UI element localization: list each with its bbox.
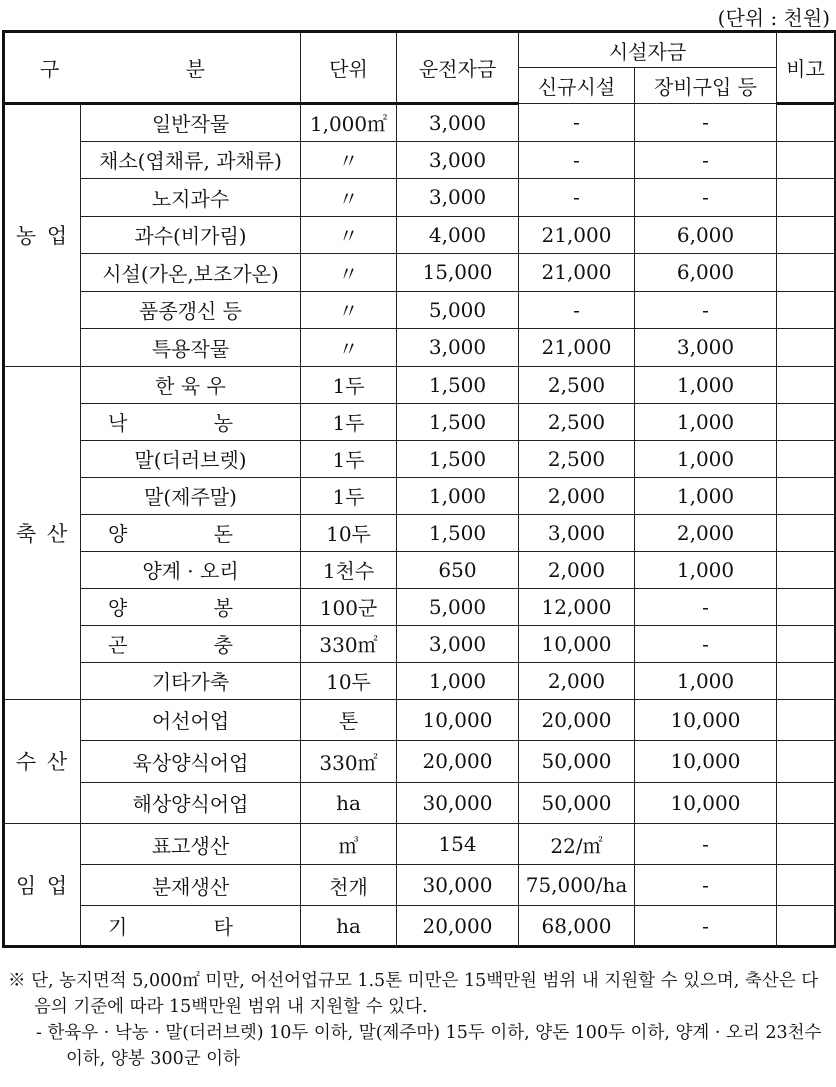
remarks-cell xyxy=(777,782,836,824)
operating-cell: 20,000 xyxy=(397,906,519,947)
operating-cell: 10,000 xyxy=(397,699,519,741)
item-cell: 채소(엽채류, 과채류) xyxy=(81,141,301,179)
table-row xyxy=(4,291,836,329)
item-cell: 말(제주말) xyxy=(81,477,301,514)
table-row xyxy=(4,329,836,367)
new-facility-cell: 2,000 xyxy=(519,662,635,699)
unit-cell: 1두 xyxy=(301,403,397,440)
unit-cell: 〃 xyxy=(301,291,397,329)
unit-cell: 〃 xyxy=(301,141,397,179)
operating-cell: 650 xyxy=(397,551,519,588)
equipment-cell: - xyxy=(635,625,777,662)
item-cell: 말(더러브렛) xyxy=(81,440,301,477)
remarks-cell xyxy=(777,366,836,403)
table-row xyxy=(4,782,836,824)
table-row xyxy=(4,104,836,142)
operating-cell: 1,500 xyxy=(397,440,519,477)
table-row xyxy=(4,824,836,865)
new-facility-cell: 21,000 xyxy=(519,254,635,292)
item-cell: 분재생산 xyxy=(81,865,301,906)
equipment-cell: 10,000 xyxy=(635,741,777,783)
remarks-cell xyxy=(777,625,836,662)
item-cell: 시설(가온,보조가온) xyxy=(81,254,301,292)
table-row xyxy=(4,403,836,440)
equipment-cell: 3,000 xyxy=(635,329,777,367)
new-facility-cell: 2,500 xyxy=(519,366,635,403)
new-facility-cell: 22/㎡ xyxy=(519,824,635,865)
item-cell: 기타가축 xyxy=(81,662,301,699)
operating-cell: 3,000 xyxy=(397,179,519,217)
new-facility-cell: 3,000 xyxy=(519,514,635,551)
equipment-cell: - xyxy=(635,865,777,906)
equipment-cell: 10,000 xyxy=(635,699,777,741)
unit-cell: ha xyxy=(301,906,397,947)
header-new-facility: 신규시설 xyxy=(519,68,635,104)
operating-cell: 30,000 xyxy=(397,865,519,906)
operating-cell: 20,000 xyxy=(397,741,519,783)
remarks-cell xyxy=(777,329,836,367)
new-facility-cell: 68,000 xyxy=(519,906,635,947)
equipment-cell: 2,000 xyxy=(635,514,777,551)
new-facility-cell: - xyxy=(519,291,635,329)
remarks-cell xyxy=(777,662,836,699)
new-facility-cell: 21,000 xyxy=(519,329,635,367)
new-facility-cell: 2,500 xyxy=(519,440,635,477)
table-row xyxy=(4,440,836,477)
item-cell: 어선어업 xyxy=(81,699,301,741)
remarks-cell xyxy=(777,141,836,179)
unit-cell: ㎥ xyxy=(301,824,397,865)
table-row xyxy=(4,906,836,947)
unit-cell: 1두 xyxy=(301,366,397,403)
note-2: - 한육우 · 낙농 · 말(더러브렛) 10두 이하, 말(제주마) 15두 이하, 양돈 100두 이하, 양계 · 오리 23천수 이하, 양봉 300군 이하 xyxy=(36,1023,822,1069)
operating-cell: 3,000 xyxy=(397,329,519,367)
remarks-cell xyxy=(777,216,836,254)
table-row xyxy=(4,254,836,292)
unit-cell: 〃 xyxy=(301,216,397,254)
unit-cell: ha xyxy=(301,782,397,824)
section-name: 농 업 xyxy=(4,104,81,367)
equipment-cell: 1,000 xyxy=(635,366,777,403)
table-row xyxy=(4,477,836,514)
header-category: 구 분 xyxy=(4,32,301,104)
new-facility-cell: 20,000 xyxy=(519,699,635,741)
operating-cell: 3,000 xyxy=(397,625,519,662)
table-row xyxy=(4,699,836,741)
unit-cell: 10두 xyxy=(301,514,397,551)
unit-cell: 〃 xyxy=(301,179,397,217)
unit-cell: 100군 xyxy=(301,588,397,625)
operating-cell: 1,500 xyxy=(397,514,519,551)
new-facility-cell: 50,000 xyxy=(519,741,635,783)
item-cell: 일반작물 xyxy=(81,104,301,142)
item-cell: 곤 충 xyxy=(81,625,301,662)
equipment-cell: - xyxy=(635,906,777,947)
operating-cell: 5,000 xyxy=(397,291,519,329)
header-equipment: 장비구입 등 xyxy=(635,68,777,104)
item-cell: 노지과수 xyxy=(81,179,301,217)
notes xyxy=(4,968,832,1072)
remarks-cell xyxy=(777,179,836,217)
operating-cell: 5,000 xyxy=(397,588,519,625)
remarks-cell xyxy=(777,440,836,477)
item-cell: 표고생산 xyxy=(81,824,301,865)
operating-cell: 1,000 xyxy=(397,477,519,514)
operating-cell: 15,000 xyxy=(397,254,519,292)
section-name: 임 업 xyxy=(4,824,81,947)
operating-cell: 3,000 xyxy=(397,141,519,179)
new-facility-cell: 50,000 xyxy=(519,782,635,824)
table-row xyxy=(4,216,836,254)
equipment-cell: 1,000 xyxy=(635,440,777,477)
table-row xyxy=(4,179,836,217)
operating-cell: 4,000 xyxy=(397,216,519,254)
unit-label: (단위 : 천원) xyxy=(717,6,830,30)
equipment-cell: - xyxy=(635,588,777,625)
unit-cell: 330㎡ xyxy=(301,741,397,783)
new-facility-cell: 21,000 xyxy=(519,216,635,254)
new-facility-cell: 12,000 xyxy=(519,588,635,625)
item-cell: 양계 · 오리 xyxy=(81,551,301,588)
new-facility-cell: 2,500 xyxy=(519,403,635,440)
section-name: 수 산 xyxy=(4,699,81,824)
equipment-cell: 6,000 xyxy=(635,216,777,254)
remarks-cell xyxy=(777,254,836,292)
new-facility-cell: - xyxy=(519,104,635,142)
equipment-cell: - xyxy=(635,824,777,865)
table-row xyxy=(4,662,836,699)
remarks-cell xyxy=(777,477,836,514)
table-row xyxy=(4,141,836,179)
unit-cell: 〃 xyxy=(301,329,397,367)
table-row xyxy=(4,366,836,403)
item-cell: 기 타 xyxy=(81,906,301,947)
remarks-cell xyxy=(777,824,836,865)
note-1: ※ 단, 농지면적 5,000㎡ 미만, 어선어업규모 1.5톤 미만은 15백만원 범위 내 지원할 수 있으며, 축산은 다음의 기준에 따라 15백만원 범위 내 지원할 수 있다. xyxy=(8,971,819,1017)
unit-cell: 330㎡ xyxy=(301,625,397,662)
item-cell: 특용작물 xyxy=(81,329,301,367)
remarks-cell xyxy=(777,906,836,947)
unit-cell: 천개 xyxy=(301,865,397,906)
remarks-cell xyxy=(777,403,836,440)
unit-cell: 1두 xyxy=(301,440,397,477)
unit-cell: 톤 xyxy=(301,699,397,741)
table-row xyxy=(4,588,836,625)
equipment-cell: - xyxy=(635,291,777,329)
remarks-cell xyxy=(777,551,836,588)
new-facility-cell: 2,000 xyxy=(519,477,635,514)
equipment-cell: 1,000 xyxy=(635,551,777,588)
equipment-cell: 1,000 xyxy=(635,477,777,514)
support-table xyxy=(2,30,836,948)
unit-cell: 〃 xyxy=(301,254,397,292)
header-unit: 단위 xyxy=(301,32,397,104)
operating-cell: 1,000 xyxy=(397,662,519,699)
unit-cell: 1,000㎡ xyxy=(301,104,397,142)
item-cell: 해상양식어업 xyxy=(81,782,301,824)
item-cell: 한 육 우 xyxy=(81,366,301,403)
operating-cell: 1,500 xyxy=(397,366,519,403)
equipment-cell: 10,000 xyxy=(635,782,777,824)
table-row xyxy=(4,741,836,783)
remarks-cell xyxy=(777,699,836,741)
equipment-cell: 1,000 xyxy=(635,403,777,440)
operating-cell: 30,000 xyxy=(397,782,519,824)
remarks-cell xyxy=(777,741,836,783)
unit-cell: 1천수 xyxy=(301,551,397,588)
remarks-cell xyxy=(777,104,836,142)
new-facility-cell: - xyxy=(519,179,635,217)
item-cell: 과수(비가림) xyxy=(81,216,301,254)
unit-cell: 10두 xyxy=(301,662,397,699)
remarks-cell xyxy=(777,291,836,329)
new-facility-cell: 2,000 xyxy=(519,551,635,588)
item-cell: 양 봉 xyxy=(81,588,301,625)
item-cell: 낙 농 xyxy=(81,403,301,440)
remarks-cell xyxy=(777,865,836,906)
table-row xyxy=(4,514,836,551)
section-name: 축 산 xyxy=(4,366,81,699)
operating-cell: 3,000 xyxy=(397,104,519,142)
remarks-cell xyxy=(777,514,836,551)
unit-cell: 1두 xyxy=(301,477,397,514)
operating-cell: 1,500 xyxy=(397,403,519,440)
equipment-cell: 6,000 xyxy=(635,254,777,292)
equipment-cell: - xyxy=(635,104,777,142)
equipment-cell: 1,000 xyxy=(635,662,777,699)
table-body xyxy=(4,104,836,947)
table-row xyxy=(4,551,836,588)
equipment-cell: - xyxy=(635,179,777,217)
equipment-cell: - xyxy=(635,141,777,179)
item-cell: 양 돈 xyxy=(81,514,301,551)
header-remarks: 비고 xyxy=(777,32,836,104)
item-cell: 육상양식어업 xyxy=(81,741,301,783)
header-facility-fund: 시설자금 xyxy=(519,32,777,68)
item-cell: 품종갱신 등 xyxy=(81,291,301,329)
table-row xyxy=(4,625,836,662)
table-row xyxy=(4,865,836,906)
new-facility-cell: - xyxy=(519,141,635,179)
operating-cell: 154 xyxy=(397,824,519,865)
header-operating-fund: 운전자금 xyxy=(397,32,519,104)
new-facility-cell: 75,000/ha xyxy=(519,865,635,906)
remarks-cell xyxy=(777,588,836,625)
new-facility-cell: 10,000 xyxy=(519,625,635,662)
